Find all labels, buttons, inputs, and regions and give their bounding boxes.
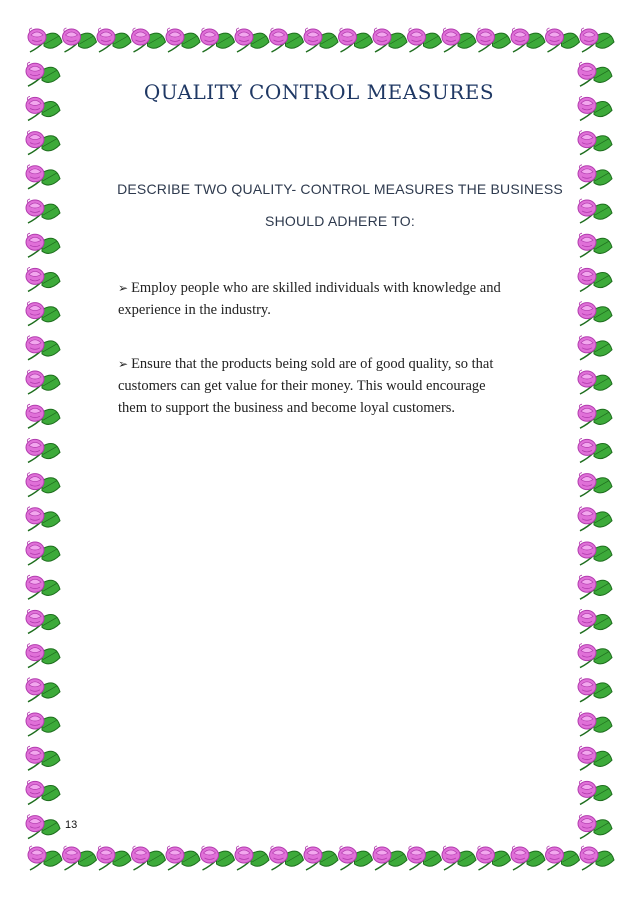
question-line: DESCRIBE TWO QUALITY- CONTROL MEASURES THE BUSINESS	[117, 181, 563, 197]
rose-with-leaf-icon	[26, 712, 60, 736]
rose-with-leaf-icon	[26, 165, 60, 189]
question-line: SHOULD ADHERE TO:	[265, 213, 415, 229]
rose-with-leaf-icon	[578, 199, 612, 223]
rose-with-leaf-icon	[201, 846, 235, 870]
rose-with-leaf-icon	[132, 846, 166, 870]
rose-with-leaf-icon	[270, 28, 304, 52]
answer-line	[118, 353, 568, 375]
rose-with-leaf-icon	[26, 815, 60, 839]
arrow-bullet-icon: ➢	[118, 357, 129, 371]
rose-with-leaf-icon	[373, 846, 407, 870]
rose-with-leaf-icon	[304, 28, 338, 52]
rose-with-leaf-icon	[578, 473, 612, 497]
answer-item	[118, 353, 568, 419]
rose-with-leaf-icon	[442, 846, 476, 870]
rose-with-leaf-icon	[578, 507, 612, 531]
rose-with-leaf-icon	[578, 438, 612, 462]
rose-with-leaf-icon	[97, 846, 131, 870]
rose-with-leaf-icon	[26, 678, 60, 702]
rose-with-leaf-icon	[578, 780, 612, 804]
rose-with-leaf-icon	[339, 28, 373, 52]
rose-with-leaf-icon	[26, 746, 60, 770]
rose-with-leaf-icon	[511, 28, 545, 52]
rose-with-leaf-icon	[578, 609, 612, 633]
rose-with-leaf-icon	[408, 28, 442, 52]
rose-with-leaf-icon	[477, 28, 511, 52]
rose-with-leaf-icon	[26, 370, 60, 394]
rose-with-leaf-icon	[26, 644, 60, 668]
rose-with-leaf-icon	[235, 28, 269, 52]
rose-with-leaf-icon	[235, 846, 269, 870]
answer-item	[118, 277, 568, 321]
page-title: QUALITY CONTROL MEASURES	[143, 80, 495, 104]
rose-with-leaf-icon	[26, 336, 60, 360]
question-text	[110, 173, 570, 237]
rose-with-leaf-icon	[546, 28, 580, 52]
rose-with-leaf-icon	[26, 438, 60, 462]
rose-with-leaf-icon	[26, 473, 60, 497]
rose-with-leaf-icon	[132, 28, 166, 52]
answer-list	[118, 277, 568, 451]
rose-with-leaf-icon	[166, 28, 200, 52]
rose-with-leaf-icon	[578, 404, 612, 428]
rose-with-leaf-icon	[26, 302, 60, 326]
rose-with-leaf-icon	[270, 846, 304, 870]
rose-with-leaf-icon	[578, 267, 612, 291]
rose-with-leaf-icon	[511, 846, 545, 870]
rose-with-leaf-icon	[578, 575, 612, 599]
rose-with-leaf-icon	[477, 846, 511, 870]
answer-text: Ensure that the products being sold are of good quality, so that	[131, 356, 494, 372]
rose-with-leaf-icon	[97, 28, 131, 52]
rose-with-leaf-icon	[578, 678, 612, 702]
answer-line: customers can get value for their money. This would encourage	[118, 378, 486, 394]
arrow-bullet-icon: ➢	[118, 281, 129, 295]
rose-with-leaf-icon	[442, 28, 476, 52]
rose-with-leaf-icon	[201, 28, 235, 52]
rose-with-leaf-icon	[26, 267, 60, 291]
rose-with-leaf-icon	[339, 846, 373, 870]
rose-with-leaf-icon	[578, 370, 612, 394]
rose-with-leaf-icon	[26, 507, 60, 531]
rose-with-leaf-icon	[26, 541, 60, 565]
rose-with-leaf-icon	[578, 712, 612, 736]
rose-with-leaf-icon	[63, 846, 97, 870]
rose-with-leaf-icon	[578, 815, 612, 839]
answer-line: them to support the business and become loyal customers.	[118, 400, 456, 416]
rose-with-leaf-icon	[578, 541, 612, 565]
rose-with-leaf-icon	[546, 846, 580, 870]
answer-text: Employ people who are skilled individuals with knowledge and	[131, 280, 501, 296]
rose-with-leaf-icon	[26, 575, 60, 599]
rose-with-leaf-icon	[63, 28, 97, 52]
rose-with-leaf-icon	[304, 846, 338, 870]
rose-with-leaf-icon	[578, 233, 612, 257]
rose-with-leaf-icon	[26, 780, 60, 804]
rose-with-leaf-icon	[26, 131, 60, 155]
rose-with-leaf-icon	[578, 644, 612, 668]
page-number: 13	[65, 819, 78, 831]
answer-line: experience in the industry.	[118, 302, 271, 318]
rose-with-leaf-icon	[28, 28, 62, 52]
rose-with-leaf-icon	[580, 846, 614, 870]
rose-with-leaf-icon	[408, 846, 442, 870]
rose-with-leaf-icon	[26, 609, 60, 633]
rose-with-leaf-icon	[578, 746, 612, 770]
rose-with-leaf-icon	[28, 846, 62, 870]
rose-with-leaf-icon	[166, 846, 200, 870]
rose-with-leaf-icon	[580, 28, 614, 52]
rose-with-leaf-icon	[26, 404, 60, 428]
rose-with-leaf-icon	[578, 336, 612, 360]
rose-with-leaf-icon	[26, 199, 60, 223]
rose-with-leaf-icon	[578, 165, 612, 189]
rose-with-leaf-icon	[26, 233, 60, 257]
rose-with-leaf-icon	[578, 131, 612, 155]
answer-line	[118, 277, 568, 299]
rose-with-leaf-icon	[373, 28, 407, 52]
rose-with-leaf-icon	[578, 302, 612, 326]
